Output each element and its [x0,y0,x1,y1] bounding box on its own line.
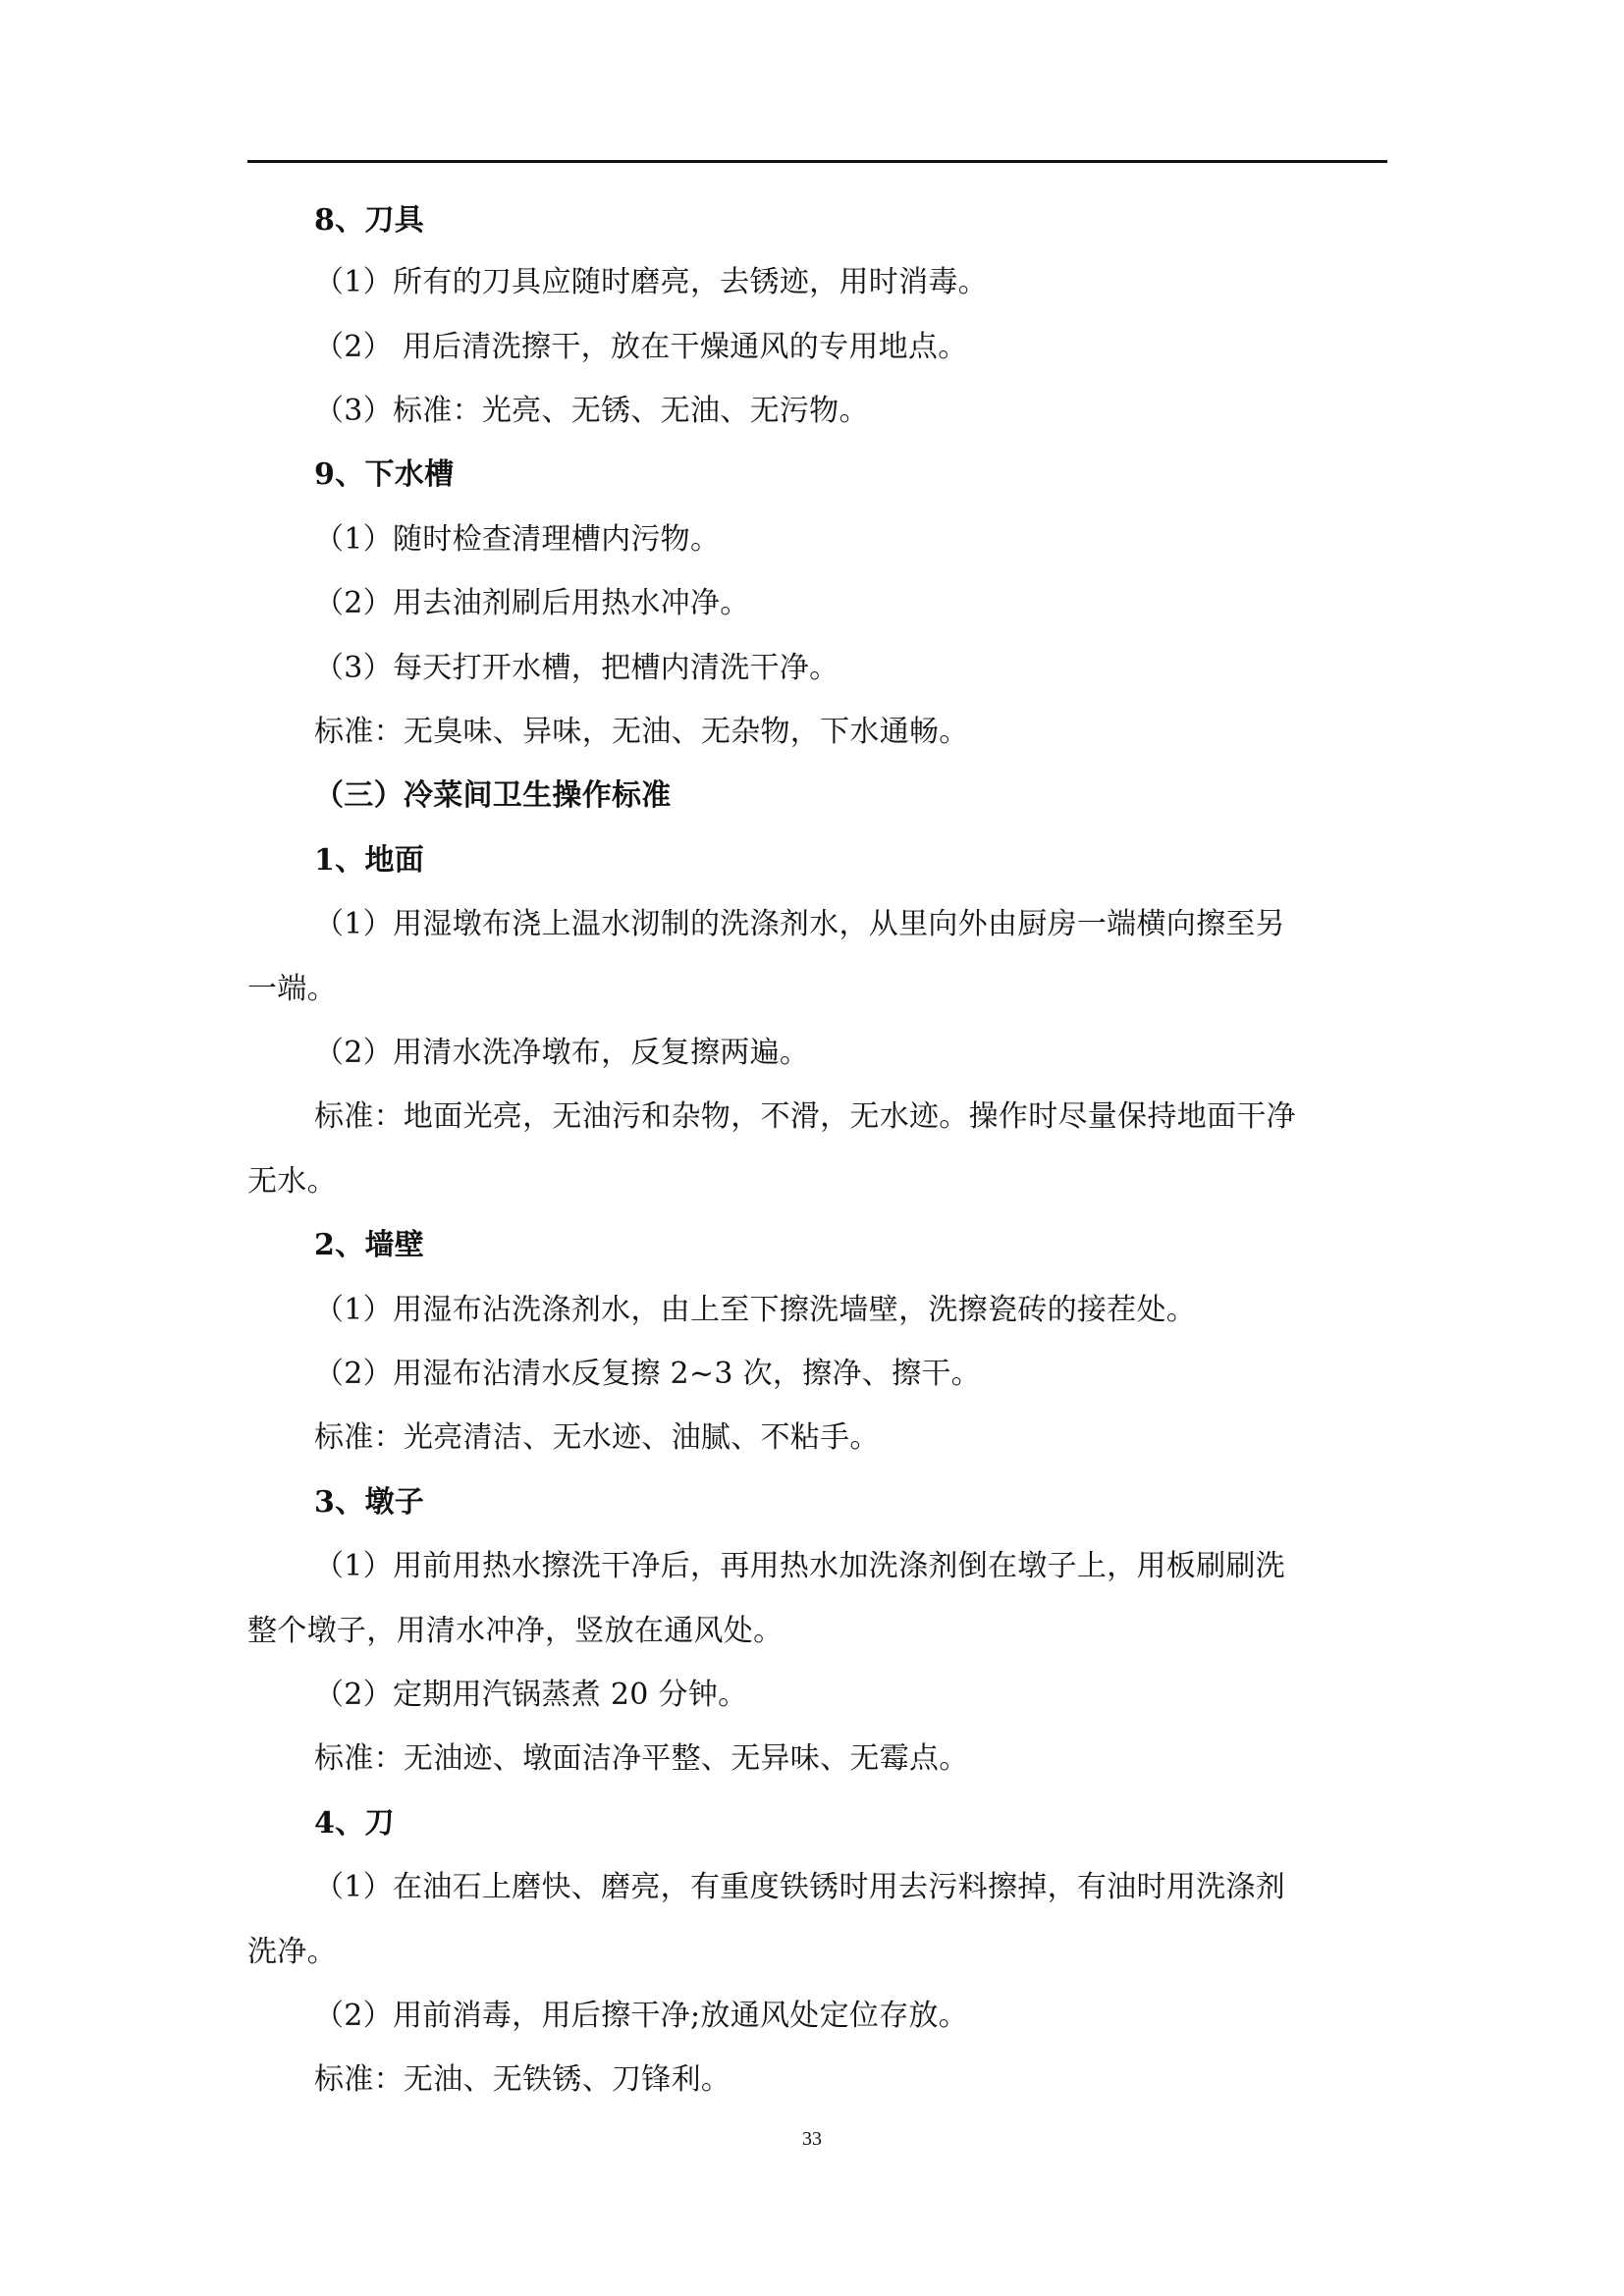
section-heading-chopping-block: 3、墩子 [314,1485,425,1520]
paragraph-line: （3）每天打开水槽，把槽内清洗干净。 [314,651,839,685]
paragraph-line: （2）用前消毒，用后擦干净;放通风处定位存放。 [314,1999,969,2033]
paragraph-line: 标准：无油迹、墩面洁净平整、无异味、无霉点。 [314,1741,969,1776]
paragraph-line: （1）在油石上磨快、磨亮，有重度铁锈时用去污料擦掉，有油时用洗涤剂 [314,1870,1285,1904]
page-number: 33 [802,2128,822,2150]
header-rule [247,160,1387,163]
paragraph-line: （1）用湿墩布浇上温水沏制的洗涤剂水，从里向外由厨房一端横向擦至另 [314,907,1285,941]
paragraph-line: （1）用湿布沾洗涤剂水，由上至下擦洗墙壁，洗擦瓷砖的接茬处。 [314,1293,1197,1327]
paragraph-line: 标准：光亮清洁、无水迹、油腻、不粘手。 [314,1420,880,1455]
paragraph-line: （2）用去油剂刷后用热水冲净。 [314,586,750,620]
paragraph-line: 洗净。 [247,1935,337,1969]
section-heading-cold-dish-room: （三）冷菜间卫生操作标准 [314,778,672,813]
section-heading-wall: 2、墙壁 [314,1228,425,1262]
paragraph-line: （2）用湿布沾清水反复擦 2~3 次，擦净、擦干。 [314,1357,981,1391]
paragraph-line: （2） 用后清洗擦干，放在干燥通风的专用地点。 [314,330,968,364]
paragraph-line: （1）用前用热水擦洗干净后，再用热水加洗涤剂倒在墩子上，用板刷刷洗 [314,1549,1285,1583]
paragraph-line: 一端。 [247,972,337,1006]
paragraph-line: 无水。 [247,1164,337,1199]
paragraph-line: 标准：无油、无铁锈、刀锋利。 [314,2062,731,2097]
paragraph-line: （2）用清水洗净墩布，反复擦两遍。 [314,1036,810,1070]
paragraph-line: （1）所有的刀具应随时磨亮，去锈迹，用时消毒。 [314,265,988,299]
paragraph-line: （1）随时检查清理槽内污物。 [314,522,721,557]
paragraph-line: 整个墩子，用清水冲净，竖放在通风处。 [247,1614,784,1648]
paragraph-line: （2）定期用汽锅蒸煮 20 分钟。 [314,1678,748,1712]
section-heading-sink: 9、下水槽 [314,457,455,492]
paragraph-line: 标准：无臭味、异味，无油、无杂物，下水通畅。 [314,715,969,749]
section-heading-knives: 8、刀具 [314,203,425,238]
paragraph-line: （3）标准：光亮、无锈、无油、无污物。 [314,394,869,428]
section-heading-knife: 4、刀 [314,1806,395,1841]
section-heading-floor: 1、地面 [314,843,425,878]
paragraph-line: 标准：地面光亮，无油污和杂物，不滑，无水迹。操作时尽量保持地面干净 [314,1099,1296,1134]
